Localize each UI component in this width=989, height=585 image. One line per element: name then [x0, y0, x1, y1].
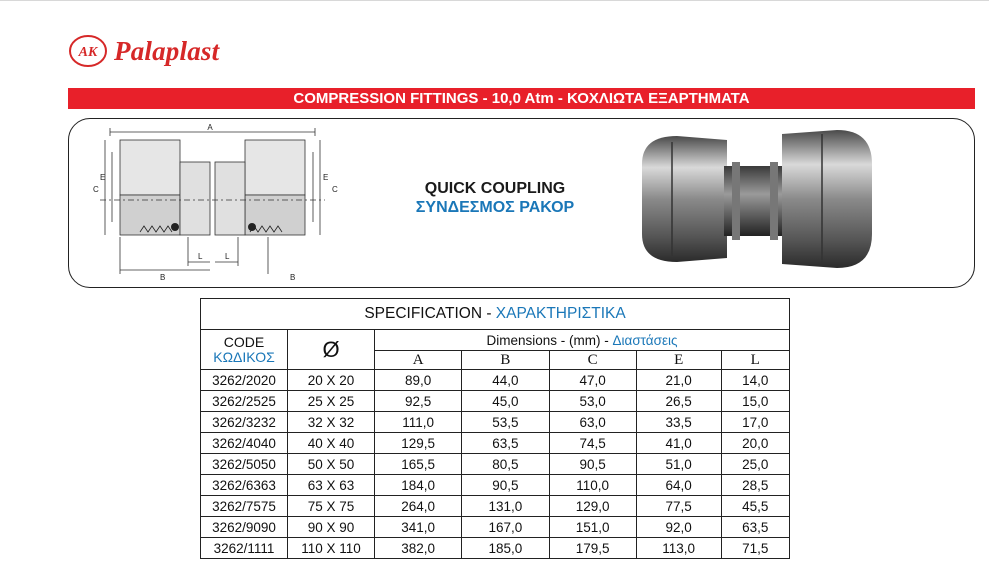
table-cell: 90 X 90 [288, 517, 375, 538]
table-cell: 167,0 [462, 517, 549, 538]
table-cell: 3262/9090 [201, 517, 288, 538]
table-cell: 41,0 [636, 433, 721, 454]
table-cell: 184,0 [375, 475, 462, 496]
table-row [201, 391, 790, 412]
table-cell: 77,5 [636, 496, 721, 517]
table-cell: 20 X 20 [288, 370, 375, 391]
product-photo [632, 124, 882, 274]
table-cell: 131,0 [462, 496, 549, 517]
table-cell: 3262/7575 [201, 496, 288, 517]
table-row [201, 496, 790, 517]
table-cell: 151,0 [549, 517, 636, 538]
product-name [390, 180, 600, 217]
table-cell: 111,0 [375, 412, 462, 433]
table-cell: 26,5 [636, 391, 721, 412]
table-cell: 40 X 40 [288, 433, 375, 454]
spec-table [200, 298, 790, 559]
table-cell: 129,0 [549, 496, 636, 517]
col-header-l: L [721, 351, 790, 370]
table-cell: 89,0 [375, 370, 462, 391]
table-cell: 90,5 [549, 454, 636, 475]
table-cell: 45,5 [721, 496, 790, 517]
table-cell: 44,0 [462, 370, 549, 391]
table-cell: 64,0 [636, 475, 721, 496]
table-cell: 129,5 [375, 433, 462, 454]
table-cell: 3262/6363 [201, 475, 288, 496]
brand-logo [68, 33, 219, 69]
table-cell: 63,5 [721, 517, 790, 538]
table-cell: 25,0 [721, 454, 790, 475]
table-row [201, 517, 790, 538]
table-cell: 63,0 [549, 412, 636, 433]
label-c-right: C [332, 185, 338, 194]
table-cell: 51,0 [636, 454, 721, 475]
table-cell: 165,5 [375, 454, 462, 475]
ak-logo-icon [68, 34, 108, 68]
table-cell: 28,5 [721, 475, 790, 496]
table-row [201, 433, 790, 454]
table-cell: 50 X 50 [288, 454, 375, 475]
col-header-c: C [549, 351, 636, 370]
dimensions-header: Dimensions - (mm) - Διαστάσεις [375, 330, 790, 351]
table-cell: 110,0 [549, 475, 636, 496]
table-cell: 47,0 [549, 370, 636, 391]
table-cell: 14,0 [721, 370, 790, 391]
table-cell: 3262/4040 [201, 433, 288, 454]
table-cell: 53,5 [462, 412, 549, 433]
label-e-left: E [100, 173, 106, 182]
table-cell: 20,0 [721, 433, 790, 454]
table-row [201, 370, 790, 391]
table-cell: 75 X 75 [288, 496, 375, 517]
logo-letters: AK [78, 45, 98, 60]
label-e-right: E [323, 173, 329, 182]
label-b-left: B [160, 273, 166, 282]
table-cell: 264,0 [375, 496, 462, 517]
section-banner: COMPRESSION FITTINGS - 10,0 Atm - ΚΟΧΛΙΩΤΑ ΕΞΑΡΤΗΜΑΤΑ [68, 88, 975, 109]
table-cell: 25 X 25 [288, 391, 375, 412]
product-name-gr: ΣΥΝΔΕΣΜΟΣ ΡΑΚΟΡ [415, 199, 575, 216]
product-name-en: QUICK COUPLING [424, 180, 566, 197]
table-cell: 90,5 [462, 475, 549, 496]
table-cell: 3262/2525 [201, 391, 288, 412]
table-cell: 80,5 [462, 454, 549, 475]
table-cell: 92,0 [636, 517, 721, 538]
diameter-header: Ø [288, 330, 375, 370]
top-divider [0, 0, 989, 1]
table-cell: 63 X 63 [288, 475, 375, 496]
table-cell: 45,0 [462, 391, 549, 412]
brand-name: Palaplast [114, 35, 220, 66]
table-cell: 3262/3232 [201, 412, 288, 433]
label-l-right: L [225, 252, 230, 261]
table-cell: 71,5 [721, 538, 790, 559]
table-cell: 15,0 [721, 391, 790, 412]
col-header-a: A [375, 351, 462, 370]
table-cell: 17,0 [721, 412, 790, 433]
label-c-left: C [93, 185, 99, 194]
table-cell: 63,5 [462, 433, 549, 454]
table-cell: 382,0 [375, 538, 462, 559]
table-row [201, 454, 790, 475]
table-cell: 341,0 [375, 517, 462, 538]
col-header-e: E [636, 351, 721, 370]
table-cell: 3262/5050 [201, 454, 288, 475]
table-row [201, 538, 790, 559]
table-cell: 33,5 [636, 412, 721, 433]
table-cell: 179,5 [549, 538, 636, 559]
table-cell: 3262/1111 [201, 538, 288, 559]
table-cell: 113,0 [636, 538, 721, 559]
label-l-left: L [198, 252, 203, 261]
col-header-b: B [462, 351, 549, 370]
table-cell: 185,0 [462, 538, 549, 559]
table-row [201, 475, 790, 496]
table-cell: 21,0 [636, 370, 721, 391]
table-row [201, 412, 790, 433]
label-b-right: B [290, 273, 296, 282]
table-cell: 110 X 110 [288, 538, 375, 559]
table-cell: 92,5 [375, 391, 462, 412]
table-cell: 74,5 [549, 433, 636, 454]
label-a: A [207, 123, 213, 132]
table-cell: 53,0 [549, 391, 636, 412]
technical-drawing [80, 122, 340, 282]
code-header: CODE ΚΩΔΙΚΟΣ [201, 330, 288, 370]
table-cell: 3262/2020 [201, 370, 288, 391]
spec-title: SPECIFICATION - ΧΑΡΑΚΤΗΡΙΣΤΙΚΑ [201, 299, 790, 330]
table-cell: 32 X 32 [288, 412, 375, 433]
